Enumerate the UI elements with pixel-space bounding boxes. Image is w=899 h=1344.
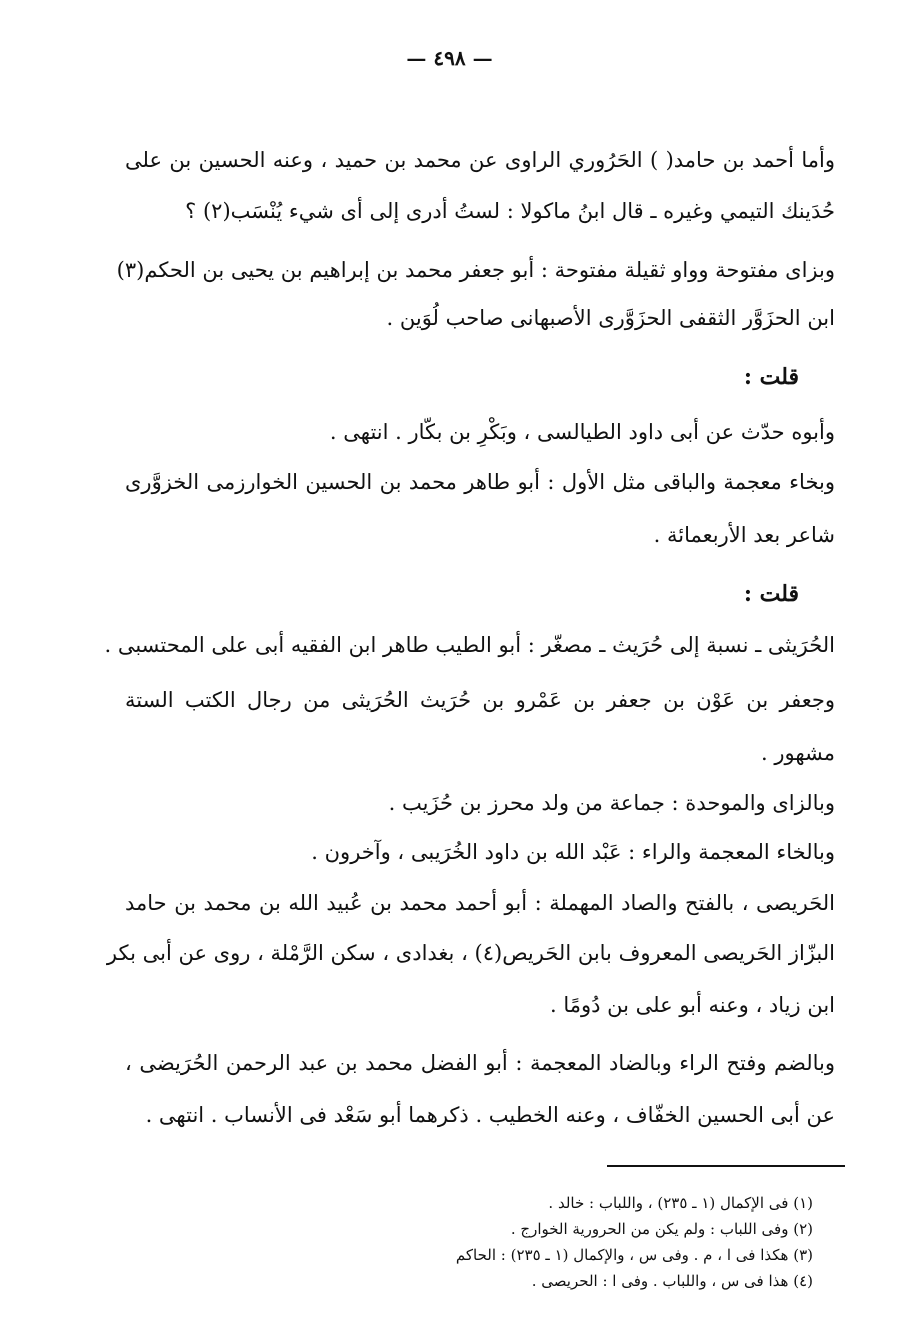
qultu-heading-2: قلت : [743, 581, 799, 607]
paragraph-huraythi-line-3: مشهور . [760, 741, 835, 765]
paragraph-khazawwari-line-2: شاعر بعد الأربعمائة . [653, 523, 835, 547]
paragraph-huzaybi-line-1: وبالزاى والموحدة : جماعة من ولد محرز بن حُزَيب . [388, 791, 835, 815]
paragraph-khuraybi-line-1: وبالخاء المعجمة والراء : عَبْد الله بن داود الخُرَيبى ، وآخرون . [311, 840, 835, 864]
paragraph-khazawwari-line-1: وبخاء معجمة والباقى مثل الأول : أبو طاهر محمد بن الحسين الخوارزمى الخزوَّرى [125, 470, 835, 494]
paragraph-hurayadi-line-2: عن أبى الحسين الخفّاف ، وعنه الخطيب . ذكرهما أبو سَعْد فى الأنساب . انتهى . [145, 1103, 835, 1127]
paragraph-huraythi-line-1: الحُرَيثى ـ نسبة إلى حُرَيث ـ مصغّر : أبو الطيب طاهر ابن الفقيه أبى على المحتسبى . [104, 633, 835, 657]
footnote-2: (٢) وفى اللباب : ولم يكن من الحرورية الخوارج . [510, 1220, 813, 1238]
paragraph-harisi-line-2: البزّاز الحَريصى المعروف بابن الحَريص(٤) ، بغدادى ، سكن الرَّمْلة ، روى عن أبى بكر [106, 941, 835, 965]
paragraph-hazawwari-line-1: وبزاى مفتوحة وواو ثقيلة مفتوحة : أبو جعفر محمد بن إبراهيم بن يحيى بن الحكم(٣) [116, 258, 835, 282]
footnote-4: (٤) هذا فى س ، واللباب . وفى ا : الحريصى . [531, 1272, 813, 1290]
paragraph-hurayadi-line-1: وبالضم وفتح الراء وبالضاد المعجمة : أبو الفضل محمد بن عبد الرحمن الحُرَيضى ، [125, 1051, 835, 1075]
paragraph-haruri-line-1: وأما أحمد بن حامد( ) الحَرُوري الراوى عن محمد بن حميد ، وعنه الحسين بن على [125, 148, 835, 172]
footnote-separator [607, 1165, 845, 1167]
page-number: — ٤٩٨ — [406, 46, 493, 70]
paragraph-harisi-line-1: الحَريصى ، بالفتح والصاد المهملة : أبو أحمد محمد بن عُبيد الله بن محمد بن حامد [125, 891, 835, 915]
footnote-1: (١) فى الإكمال (١ ـ ٢٣٥) ، واللباب : خالد . [548, 1194, 813, 1212]
paragraph-haruri-line-2: حُدَينك التيمي وغيره ـ قال ابنُ ماكولا : لستُ أدرى إلى أى شيء يُنْسَب(٢) ؟ [185, 199, 835, 223]
paragraph-father-line-1: وأبوه حدّث عن أبى داود الطيالسى ، وبَكْرِ بن بكّار . انتهى . [329, 420, 835, 444]
paragraph-hazawwari-line-2: ابن الحزَوَّر الثقفى الحزَوَّرى الأصبهانى صاحب لُوَين . [386, 306, 835, 330]
paragraph-harisi-line-3: ابن زياد ، وعنه أبو على بن دُومًا . [549, 993, 835, 1017]
paragraph-huraythi-line-2: وجعفر بن عَوْن بن جعفر بن عَمْرو بن حُرَيث الحُرَيثى من رجال الكتب الستة [125, 688, 835, 712]
qultu-heading-1: قلت : [743, 364, 799, 390]
footnote-3: (٣) هكذا فى ا ، م . وفى س ، والإكمال (١ ـ ٢٣٥) : الحاكم [455, 1246, 813, 1264]
